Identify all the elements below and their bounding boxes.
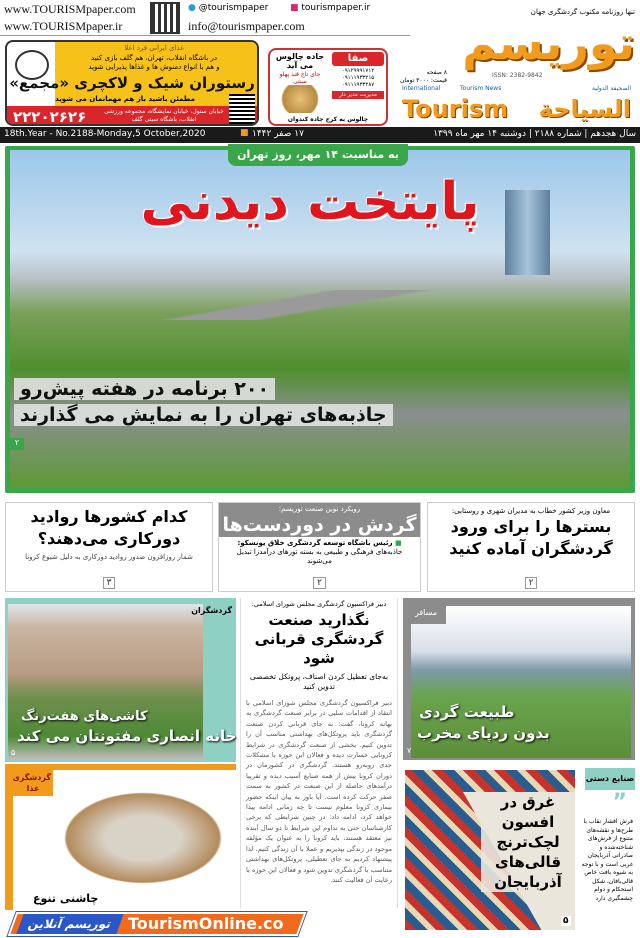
qr-code <box>229 94 255 124</box>
page-ref[interactable]: ۵ <box>11 748 16 757</box>
section-label: مسافر <box>406 602 446 624</box>
website-link-ir[interactable]: www.TOURISMpaper.ir <box>4 19 123 33</box>
page-ref[interactable]: ۲ <box>525 577 538 589</box>
article-body: دبیر فراکسیون گردشگری مجلس شورای اسلامی با انتقاد از اقدامات سلبی در برابر صنعت گردشگری به بهانه کرونا، گفت: به جای قربانی کردن صنعت گردشگری باید پروتکل‌های بهداشتی مناسب آن را تدوین کنیم. بخشی از صنعت گردشگری در شرایط کرونایی خسارت دیده و فعالان این حوزه با مشکلات جدی روبه‌رو هستند. گردشگری در کشورمان در دوران کرونا بیش از همه صنایع آسیب دیده و تقریبا درآمدهای حاصله از این صنعت در کشور به سمت صفر حرکت کرده است. آیا باور به بیان اینکه حضور بیماری کرونا معلوم نیست تا چه زمانی ادامه پیدا خواهد کرد، ادامه داد: در چنین شرایطی که برخی کارشناسان حتی به تداوم این شرایط تا دو سال آینده نیز معتقد هستند، باید کرونا را به عنوان یک مؤلفه موجود در زندگی بپذیریم و عملا با آن زندگی کنیم. لذا پیشنهاد کردیم به جای تعطیلی، پروتکل‌های بهداشتی متناسب با گردشگری تدوین شود و فعالان این حوزه با رعایت آن فعالیت کنند. <box>246 699 392 884</box>
article-box-remote-tourism[interactable] <box>218 502 421 592</box>
article-title-line: بدون ردپای مخرب <box>417 724 550 742</box>
banner-logo-fa: توریسم آنلاین <box>16 914 123 934</box>
article-kicker: معاون وزیر کشور خطاب به مدیران شهری و روستایی: <box>451 507 611 515</box>
ad-tag: مدیریت مدیر دار <box>332 91 384 99</box>
hiking-article[interactable] <box>403 598 635 760</box>
tea-glass-image <box>272 85 328 113</box>
ad-line: در باشگاه انقلاب، تهران، هم گلف بازی کنید <box>91 54 217 62</box>
logo-en: Tourism <box>402 95 509 123</box>
contact-strip <box>0 0 410 36</box>
issn: ISSN: 2382-9842 <box>492 72 543 79</box>
page-ref[interactable]: ۲ <box>313 577 326 589</box>
center-article[interactable] <box>240 598 398 908</box>
logo-small-en: International <box>402 85 441 92</box>
article-caption: چاشنی تنوع <box>33 892 99 905</box>
article-box-remote-visa[interactable] <box>5 502 213 592</box>
article-summary: شمار روزافزون صدور روادید دورکاری به دلیل شیوع کرونا <box>25 553 193 561</box>
house-article[interactable] <box>5 598 236 762</box>
cafe-ad[interactable] <box>268 48 388 126</box>
hero-line-1[interactable]: ۲۰۰ برنامه در هفته پیش‌رو <box>14 378 275 400</box>
ad-address: چالوس به کرج جاده کندوان <box>287 116 369 123</box>
page-ref[interactable]: ۲ <box>10 438 24 450</box>
email-link[interactable]: info@tourismpaper.com <box>188 19 305 33</box>
ad-sub: مطمئن باشید باز هم مهمانمان می شوید <box>55 95 195 103</box>
date-hijri: ۱۷ صفر ۱۴۴۲ <box>252 129 304 139</box>
article-title: نگذارید صنعت گردشگری قربانی شود <box>254 611 384 667</box>
ad-title: رستوران شیک و لاکچری «مجمع» <box>9 74 255 92</box>
article-title: بسترها را برای ورود گردشگران آماده کنید <box>449 517 613 558</box>
article-body: فرش افشار نقاب با طرح‌ها و نقشه‌های متنوع از فرش‌های شناخته‌شده و صادراتی آذربایجان غربی است و با توجه به شیوه بافت خاص قالی‌بافان، شکل استحکام و دوام چشمگیری دارد <box>581 818 633 902</box>
article-kicker: دبیر فراکسیون گردشگری مجلس شورای اسلامی: <box>251 600 387 608</box>
telegram-handle[interactable]: ● @tourismpaper <box>188 3 269 13</box>
logo-small-news: Tourism News <box>460 85 502 92</box>
hero-kicker: به مناسبت ۱۴ مهر، روز تهران <box>228 144 408 166</box>
ad-phone: ۲۲۲۰۲۶۲۶ <box>13 108 87 126</box>
ad-title: جاده چالوس می آید <box>275 52 325 70</box>
article-kicker: رویکرد نوین صنعت توریسم؛ <box>278 505 361 513</box>
quote-icon: ” <box>612 790 627 815</box>
logo-small-ar: الصحيفة الدولية <box>592 85 631 92</box>
logo-fa: توریسم <box>462 16 635 70</box>
article-lead: به‌جای تعطیل کردن اصناف، پروتکل تخصصی تدوین کنید <box>249 672 389 691</box>
article-title-line: طبیعت گردی <box>419 703 515 721</box>
banner-url[interactable]: TourismOnline.co <box>128 914 284 933</box>
article-title-line: کاشی‌های هفت‌رنگ <box>21 709 148 724</box>
article-summary: جاذبه‌های فرهنگی و طبیعی به بسته تورهای درآمدزا تبدیل می‌شوند <box>236 548 403 565</box>
article-title: کدام کشورها روادید دورکاری می‌دهند؟ <box>30 507 188 548</box>
date-bar: 18th.Year - No.2188-Monday,5 October,2020 ■ ۱۷ صفر ۱۴۴۲ سال هجدهم | شماره ۲۱۸۸ | دوشنبه ۱۴ مهر ماه ۱۳۹۹ <box>0 127 640 143</box>
ad-sub: جای تاج قند پهلو سنتی <box>279 71 321 85</box>
hero-title[interactable]: پایتخت دیدنی <box>140 172 480 232</box>
instagram-handle[interactable]: ■ tourismpaper.ir <box>290 3 371 13</box>
ad-line: و هم با انواع دمنوش ها و غذاها پذیرایی شوید <box>88 63 220 71</box>
restaurant-ad[interactable] <box>5 40 259 126</box>
price-info: ۸ صفحه قیمت: ۳۰۰۰ تومان <box>400 69 447 84</box>
section-label: گردشگری غذا <box>13 770 53 796</box>
section-label: صنایع دستی <box>585 768 635 790</box>
ad-phones: ۰۹۱۲۹۹۹۱۷۱۲ ۰۹۱۱۱۹۳۳۲۱۵ ۰۹۱۱۱۹۳۳۲۸۷ <box>341 68 375 88</box>
hero-line-2[interactable]: جاذبه‌های تهران را به نمایش می گذارند <box>14 404 393 426</box>
carpet-article[interactable] <box>403 762 635 934</box>
website-link-com[interactable]: www.TOURISMpaper.com <box>4 2 136 16</box>
page-ref[interactable]: ۵ <box>563 916 569 926</box>
instagram-icon: ■ <box>290 3 299 13</box>
date-en: 18th.Year - No.2188-Monday,5 October,2020 <box>4 129 206 139</box>
page-ref[interactable]: ۷ <box>407 746 412 755</box>
qr-code <box>150 2 180 34</box>
newspaper-logo <box>400 8 635 126</box>
cafe-brand-logo: صفا <box>332 52 384 66</box>
article-title-line: خانه انصاری مفتونتان می کند <box>17 727 237 745</box>
article-title: گردش در دوردست‌ها <box>222 514 417 536</box>
article-title: غرق در افسون لچک‌ترنج قالی‌های آذربایجان <box>481 792 575 892</box>
ad-kicker: غذای ایرانی فرد اعلا <box>124 44 184 52</box>
tagline: تنها روزنامه مکتوب گردشگری جهان <box>530 8 635 16</box>
telegram-icon: ● <box>188 3 196 13</box>
highway-image <box>10 290 630 320</box>
ad-address: خیابان ستول، خیابان نمایشگاه، مجموعه ورزشی انقلاب، باشگاه سینی گلف <box>104 108 224 123</box>
food-article[interactable] <box>5 764 236 910</box>
section-label: گردشگران <box>191 606 232 615</box>
date-fa: سال هجدهم | شماره ۲۱۸۸ | دوشنبه ۱۴ مهر ماه ۱۳۹۹ <box>433 129 636 139</box>
logo-ar: السياحة <box>538 95 631 123</box>
article-lead: ■ رئیس باشگاه توسعه گردشگری خلاق یونسکو: <box>237 539 402 547</box>
coffee-tray-photo <box>53 786 233 890</box>
page-ref[interactable]: ۳ <box>103 577 116 589</box>
article-box-prepare[interactable] <box>427 502 635 592</box>
